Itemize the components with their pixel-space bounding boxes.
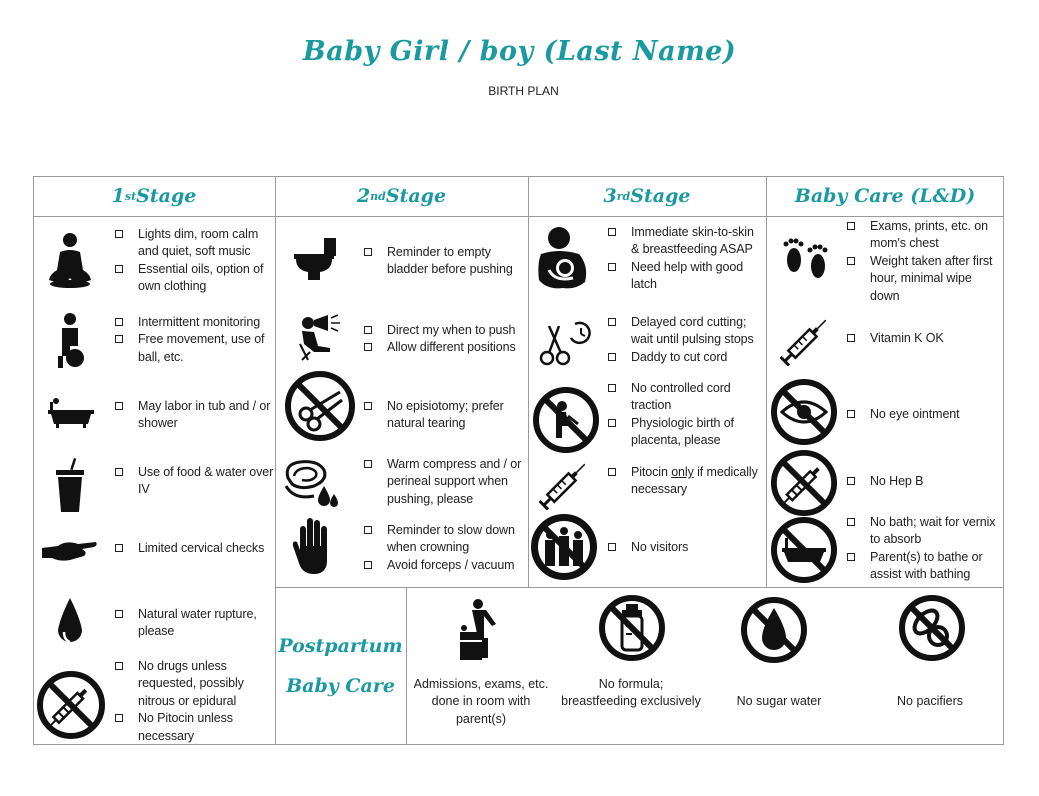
list-item[interactable]: No drugs unless requested, possibly nitrous or epidural xyxy=(115,658,270,710)
checkbox[interactable] xyxy=(847,334,855,342)
checkbox[interactable] xyxy=(115,610,123,618)
stop-hand-icon xyxy=(292,516,334,576)
document-subtitle: BIRTH PLAN xyxy=(488,84,559,98)
checkbox[interactable] xyxy=(115,544,123,552)
list-item[interactable]: No bath; wait for vernix to absorb xyxy=(847,514,1002,549)
checkbox[interactable] xyxy=(608,263,616,271)
checkbox[interactable] xyxy=(115,318,123,326)
stage2-heading: 2 nd Stage xyxy=(356,185,447,207)
checkbox[interactable] xyxy=(608,468,616,476)
footprints-icon xyxy=(780,232,832,282)
no-syringe-icon xyxy=(36,670,106,740)
postpartum-cell xyxy=(858,592,1002,742)
postpartum-caption: No pacifiers xyxy=(897,694,963,708)
no-eye-icon xyxy=(770,378,838,446)
postpartum-label-divider xyxy=(406,587,407,745)
checkbox[interactable] xyxy=(364,326,372,334)
warm-towel-icon xyxy=(284,456,342,508)
toilet-icon xyxy=(292,236,338,280)
no-pacifier-icon xyxy=(898,594,966,662)
checkbox[interactable] xyxy=(608,228,616,236)
postpartum-cell xyxy=(408,592,554,742)
list-item[interactable]: Parent(s) to bathe or assist with bathing xyxy=(847,549,1002,584)
list-item[interactable]: Use of food & water over IV xyxy=(115,464,275,499)
list-item[interactable]: Daddy to cut cord xyxy=(608,349,763,366)
list-item[interactable]: May labor in tub and / or shower xyxy=(115,398,275,433)
document-title: Baby Girl / boy (Last Name) xyxy=(302,36,737,67)
checkbox[interactable] xyxy=(608,419,616,427)
stage3-row xyxy=(530,378,765,454)
list-item[interactable]: Lights dim, room calm and quiet, soft music xyxy=(115,226,275,261)
babycare-row xyxy=(768,448,1002,518)
no-pulling-icon xyxy=(532,386,600,454)
checkbox[interactable] xyxy=(115,468,123,476)
checkbox[interactable] xyxy=(608,318,616,326)
list-item[interactable]: No eye ointment xyxy=(847,406,1002,423)
breastfeeding-icon xyxy=(535,224,591,290)
water-drop-icon xyxy=(54,596,86,652)
list-item[interactable]: Avoid forceps / vacuum xyxy=(364,557,524,574)
stage2-row xyxy=(284,454,525,510)
column-divider-2 xyxy=(528,176,529,587)
list-item[interactable]: No visitors xyxy=(608,539,763,556)
stage3-row xyxy=(535,222,765,292)
stage3-row xyxy=(535,312,765,372)
no-scissors-icon xyxy=(284,370,356,442)
changing-table-icon xyxy=(456,598,510,662)
stage1-row xyxy=(40,532,272,568)
scissors-clock-icon xyxy=(537,320,593,366)
checkbox[interactable] xyxy=(115,230,123,238)
checkbox[interactable] xyxy=(364,561,372,569)
column-divider-3 xyxy=(766,176,767,587)
checkbox[interactable] xyxy=(608,543,616,551)
stage2-row xyxy=(284,370,525,442)
stage2-row xyxy=(290,312,525,362)
emphasis-word: only xyxy=(671,465,694,479)
postpartum-cell xyxy=(708,592,850,742)
stage3-heading: 3 rd Stage xyxy=(603,185,691,207)
checkbox[interactable] xyxy=(364,248,372,256)
no-bathtub-icon xyxy=(770,516,838,584)
postpartum-caption: Admissions, exams, etc. done in room with parent(s) xyxy=(413,677,549,726)
babycare-heading: Baby Care (L&D) xyxy=(794,185,976,207)
checkbox[interactable] xyxy=(847,518,855,526)
postpartum-cell xyxy=(560,592,702,742)
list-item[interactable]: Weight taken after first hour, minimal wipe down xyxy=(847,253,1002,305)
checkbox[interactable] xyxy=(364,526,372,534)
megaphone-person-icon xyxy=(294,314,342,362)
list-item[interactable]: Reminder to slow down when crowning xyxy=(364,522,524,557)
no-syringe-icon xyxy=(770,449,838,517)
list-item[interactable]: Exams, prints, etc. on mom's chest xyxy=(847,218,1002,253)
stage2-row xyxy=(290,234,525,284)
checkbox[interactable] xyxy=(115,714,123,722)
checkbox[interactable] xyxy=(847,222,855,230)
babycare-row xyxy=(768,378,1002,448)
list-item[interactable]: Limited cervical checks xyxy=(115,540,275,557)
no-bottle-icon xyxy=(598,594,666,662)
checkbox[interactable] xyxy=(847,477,855,485)
list-item[interactable]: Intermittent monitoring xyxy=(115,314,275,331)
list-item[interactable]: Direct my when to push xyxy=(364,322,524,339)
babycare-row xyxy=(772,312,1002,368)
no-water-drop-icon xyxy=(740,596,808,664)
birth-ball-icon xyxy=(52,312,88,368)
stage1-row xyxy=(36,660,272,742)
list-item[interactable]: Warm compress and / or perineal support when pushing, please xyxy=(364,456,524,508)
list-item[interactable]: Reminder to empty bladder before pushing xyxy=(364,244,524,279)
list-item[interactable]: No controlled cord traction xyxy=(608,380,763,415)
stage1-row xyxy=(40,312,272,372)
stage1-row xyxy=(40,458,272,514)
syringe-icon xyxy=(780,314,832,366)
stage1-row xyxy=(40,392,272,437)
babycare-row xyxy=(772,218,1002,306)
postpartum-divider xyxy=(275,587,1004,588)
checkbox[interactable] xyxy=(115,335,123,343)
checkbox[interactable] xyxy=(115,662,123,670)
syringe-icon xyxy=(539,458,591,510)
stage3-row xyxy=(535,458,765,512)
list-item[interactable]: No Hep B xyxy=(847,473,1002,490)
list-item[interactable]: Essential oils, option of own clothing xyxy=(115,261,275,296)
list-item[interactable]: Delayed cord cutting; wait until pulsing stops xyxy=(608,314,763,349)
babycare-row xyxy=(768,512,1002,584)
hand-icon xyxy=(42,536,98,564)
list-item[interactable]: Need help with good latch xyxy=(608,259,763,294)
drink-cup-icon xyxy=(54,458,86,514)
list-item[interactable]: Pitocin only if medically necessary xyxy=(608,464,763,499)
checkbox[interactable] xyxy=(364,343,372,351)
list-item[interactable]: No Pitocin unless necessary xyxy=(115,710,270,745)
list-item[interactable]: Natural water rupture, please xyxy=(115,606,275,641)
stage3-row xyxy=(530,512,765,582)
checkbox[interactable] xyxy=(364,402,372,410)
checkbox[interactable] xyxy=(608,384,616,392)
stage1-heading: 1 st Stage xyxy=(111,185,197,207)
list-item[interactable]: Physiologic birth of placenta, please xyxy=(608,415,763,450)
checkbox[interactable] xyxy=(115,265,123,273)
list-item[interactable]: No episiotomy; prefer natural tearing xyxy=(364,398,524,433)
checkbox[interactable] xyxy=(847,410,855,418)
list-item[interactable]: Immediate skin-to-skin & breastfeeding ASAP xyxy=(608,224,763,259)
checkbox[interactable] xyxy=(608,353,616,361)
bathtub-icon xyxy=(48,396,94,428)
list-item[interactable]: Allow different positions xyxy=(364,339,524,356)
postpartum-label: Postpartum Baby Care xyxy=(278,635,403,697)
checkbox[interactable] xyxy=(847,257,855,265)
stage2-row xyxy=(290,516,525,578)
list-item[interactable]: Free movement, use of ball, etc. xyxy=(115,331,275,366)
postpartum-caption: No formula; breastfeeding exclusively xyxy=(561,677,701,709)
checkbox[interactable] xyxy=(115,402,123,410)
stage1-row xyxy=(40,596,272,652)
meditation-icon xyxy=(45,230,95,290)
postpartum-caption: No sugar water xyxy=(736,694,822,708)
checkbox[interactable] xyxy=(364,460,372,468)
no-visitors-icon xyxy=(530,513,598,581)
checkbox[interactable] xyxy=(847,553,855,561)
header-divider xyxy=(33,216,1004,217)
stage1-row xyxy=(40,228,272,293)
list-item[interactable]: Vitamin K OK xyxy=(847,330,1002,347)
